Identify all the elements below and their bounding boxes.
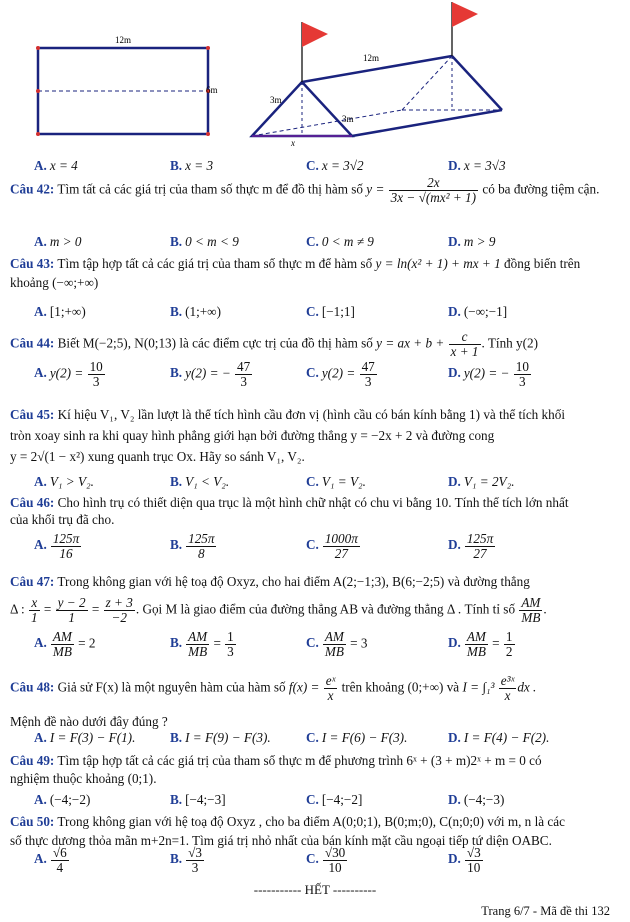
option-c[interactable]: C. V₁ = V₂. [306, 474, 366, 489]
question-48-line2: Mệnh đề nào dưới đây đúng ? [10, 714, 168, 729]
option-c[interactable]: C. $\frac{1000\pi}{27}$ [306, 531, 358, 561]
q44-options [0, 360, 630, 396]
option-d[interactable]: D. x = 3√3 [448, 158, 506, 173]
option-b[interactable]: B. $\frac{125\pi}{8}$ [170, 531, 215, 561]
option-a[interactable]: A. [1;+∞) [34, 304, 86, 319]
option-a[interactable]: A. $\frac{√6}{4}$ [34, 845, 67, 875]
tent-side-right-label: 3m [342, 114, 354, 124]
option-a[interactable]: A. y(2) = $\frac{10}{3}$ [34, 359, 103, 389]
option-a[interactable]: A. $\frac{125\pi}{16}$ [34, 531, 80, 561]
question-50: Câu 50: Trong không gian với hệ toạ độ Oxyz , cho ba điểm A(0;0;1), B(0;m;0), C(n;0;0) với m, n là các số thực dương thỏa mãn m+2n=1. Tìm giá trị nhỏ nhất của bán kính mặt cầu ngoại tiếp tứ diện OABC. [10, 814, 565, 848]
option-c[interactable]: C. [−4;−2] [306, 792, 363, 807]
q48-options [0, 728, 630, 754]
q43-options [0, 302, 630, 328]
option-a[interactable]: A. (−4;−2) [34, 792, 91, 807]
q47-options [0, 630, 630, 666]
end-mark: ----------- HẾT ---------- [253, 882, 377, 897]
option-c[interactable]: C. 0 < m ≠ 9 [306, 234, 374, 249]
option-a[interactable]: A. m > 0 [34, 234, 82, 249]
sheet-length-label: 12m [115, 35, 132, 45]
option-b[interactable]: B. x = 3 [170, 158, 214, 173]
question-43: Câu 43: Tìm tập hợp tất cả các giá trị của tham số thực m để hàm số y = ln(x² + 1) + mx + 1 đồng biến trên khoảng (−∞;+∞) [10, 256, 581, 290]
option-b[interactable]: B. y(2) = − $\frac{47}{3}$ [170, 359, 251, 389]
option-d[interactable]: D. $\frac{125\pi}{27}$ [448, 531, 494, 561]
option-d[interactable]: D. (−∞;−1] [448, 304, 508, 319]
option-d[interactable]: D. (−4;−3) [448, 792, 505, 807]
option-c[interactable]: C. x = 3√2 [306, 158, 364, 173]
option-d[interactable]: D. m > 9 [448, 234, 496, 249]
option-a[interactable]: A. x = 4 [34, 158, 78, 173]
question-47-line2: Δ : $\frac{x}{1}$ = $\frac{y - 2}{1}$ = $\frac{z + 3}{-2}$ . Gọi M là giao điểm của đường thẳng AB và đường thẳng Δ . Tính tỉ số $\frac{AM}{MB}$ . [10, 595, 547, 625]
question-49: Câu 49: Tìm tập hợp tất cả các giá trị của tham số thực m để phương trình 6ˣ + (3 + m)2ˣ + m = 0 có nghiệm thuộc khoảng (0;1). [10, 753, 542, 786]
option-a[interactable]: A. I = F(3) − F(1). [34, 730, 136, 745]
flag-front [302, 22, 328, 47]
option-c[interactable]: C. y(2) = $\frac{47}{3}$ [306, 359, 375, 389]
page-number: Trang 6/7 - Mã đề thi 132 [481, 904, 610, 918]
option-c[interactable]: C. $\frac{AM}{MB}$ = 3 [306, 629, 368, 659]
q50-options [0, 846, 630, 882]
question-42: Câu 42: Tìm tất cả các giá trị của tham số thực m để đồ thị hàm số y = $\frac{2x}{\text{3x − √(mx² + 1)}}$ có ba đường tiệm cận. [10, 175, 600, 205]
question-44: Câu 44: Biết M(−2;5), N(0;13) là các điểm cực trị của đồ thị hàm số y = ax + b + $\frac{c}{x + 1}$ . Tính y(2) [10, 329, 539, 359]
option-d[interactable]: D. $\frac{√3}{10}$ [448, 845, 481, 875]
q46-options [0, 532, 630, 568]
question-46: Câu 46: Cho hình trụ có thiết diện qua trục là một hình chữ nhật có chu vi bằng 10. Tính thể tích lớn nhất của khối trụ đã cho. [10, 495, 569, 527]
geometry-figure [0, 0, 630, 160]
flag-back [452, 2, 478, 27]
tent-base-label: x [291, 138, 295, 148]
question-45: Câu 45: Kí hiệu V₁, V₂ lần lượt là thể tích hình cầu đơn vị (hình cầu có bán kính bằng 1) và thể tích khối tròn xoay sinh ra khi quay hình phẳng giới hạn bởi đường thẳng y = −2x + 2 và đường cong y = 2√(1 − x²) xung quanh trục Ox. Hãy so sánh V₁, V₂. [10, 407, 566, 464]
option-c[interactable]: C. I = F(6) − F(3). [306, 730, 408, 745]
tent-side-left-label: 3m [270, 95, 282, 105]
option-a[interactable]: A. V₁ > V₂. [34, 474, 94, 489]
question-47: Câu 47: Trong không gian với hệ toạ độ Oxyz, cho hai điểm A(2;−1;3), B(6;−2;5) và đường thẳng [10, 574, 530, 589]
option-a[interactable]: A. $\frac{AM}{MB}$ = 2 [34, 629, 96, 659]
option-b[interactable]: B. [−4;−3] [170, 792, 226, 807]
option-b[interactable]: B. $\frac{√3}{3}$ [170, 845, 202, 875]
option-c[interactable]: C. $\frac{√30}{10}$ [306, 845, 346, 875]
option-d[interactable]: D. y(2) = − $\frac{10}{3}$ [448, 359, 529, 389]
option-b[interactable]: B. I = F(9) − F(3). [170, 730, 271, 745]
option-c[interactable]: C. [−1;1] [306, 304, 355, 319]
option-d[interactable]: D. $\frac{AM}{MB}$ = $\frac{1}{2}$ [448, 629, 513, 659]
option-d[interactable]: D. I = F(4) − F(2). [448, 730, 550, 745]
tent-length-label: 12m [363, 53, 380, 63]
option-d[interactable]: D. V₁ = 2V₂. [448, 474, 515, 489]
option-b[interactable]: B. $\frac{AM}{MB}$ = $\frac{1}{3}$ [170, 629, 234, 659]
option-b[interactable]: B. 0 < m < 9 [170, 234, 239, 249]
question-48: Câu 48: Giả sử F(x) là một nguyên hàm của hàm số f(x) = $\frac{\text{eˣ}}{x}$ trên khoảng (0;+∞) và I = ∫₁³ $\frac{\text{e³ˣ}}{x}$ dx . [10, 673, 537, 703]
sheet-width-label: 6m [206, 85, 218, 95]
option-b[interactable]: B. V₁ < V₂. [170, 474, 230, 489]
option-b[interactable]: B. (1;+∞) [170, 304, 221, 319]
